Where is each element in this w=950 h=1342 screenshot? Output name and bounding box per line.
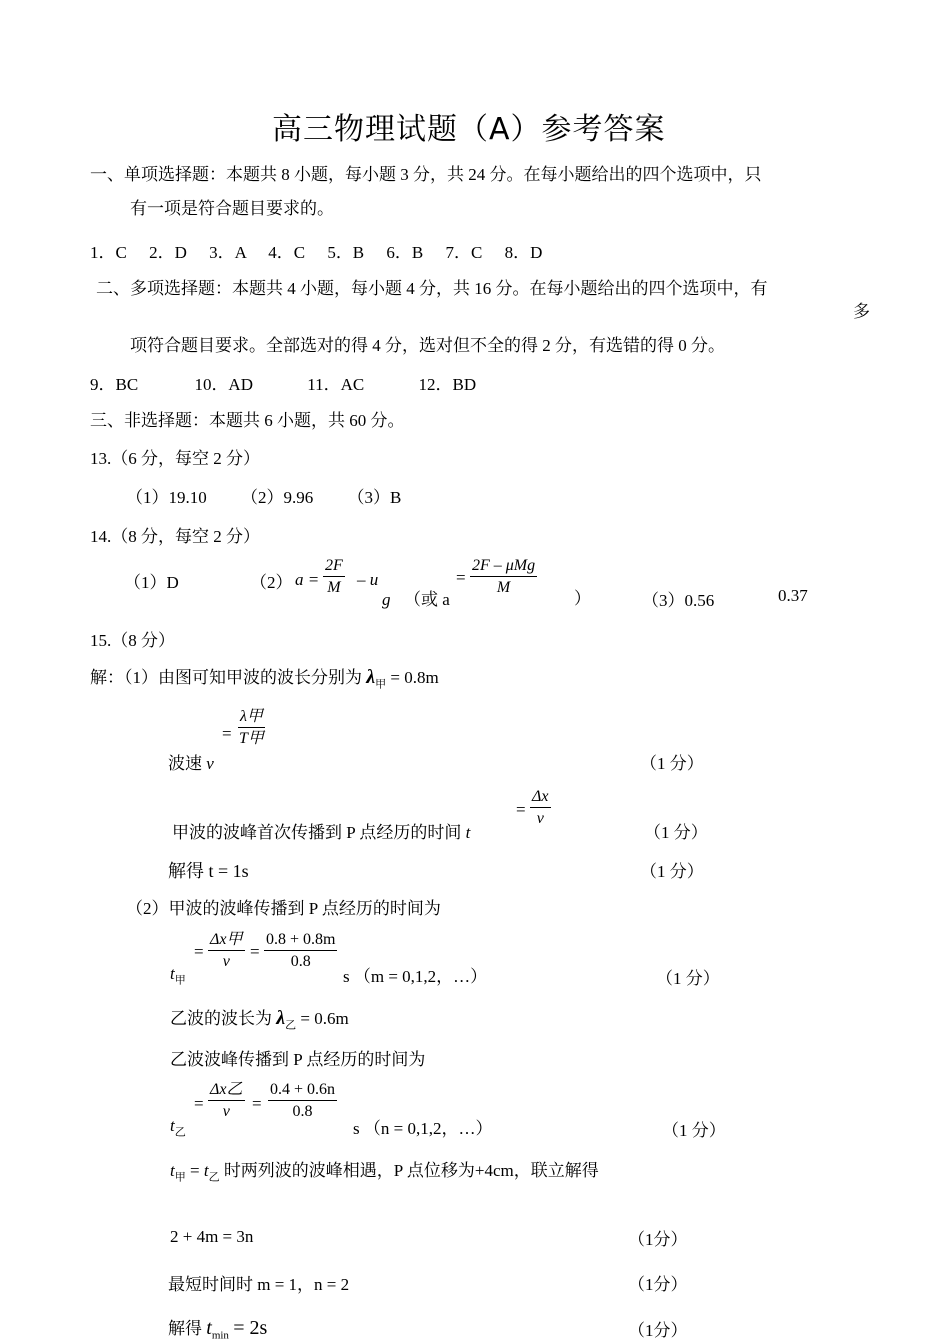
- tyi-sub: 乙: [174, 1126, 186, 1139]
- q14-heading: 14.（8 分，每空 2 分）: [90, 527, 260, 546]
- final-sub: min: [211, 1329, 229, 1342]
- q14-formula-alt-fraction: [470, 556, 537, 599]
- q14-frac-num: 2F: [323, 556, 345, 577]
- score-speed: （1 分）: [640, 754, 704, 773]
- meet-s1: 甲: [174, 1171, 186, 1184]
- tjia-fraction-1: [208, 930, 245, 973]
- answer-10: 10．AD: [194, 375, 253, 394]
- answer-4: 4．C: [268, 243, 306, 262]
- q14-answer-2-label: （2）: [250, 573, 293, 592]
- final-t: t: [206, 1317, 212, 1339]
- q14-answer-3b: 0.37: [778, 586, 808, 605]
- tjia-var: [170, 964, 186, 987]
- tjia-eq2: =: [250, 942, 260, 961]
- speed-label-text: 波速: [168, 754, 202, 773]
- page-title: 高三物理试题（A）参考答案: [272, 112, 666, 147]
- final-label: 解得: [168, 1319, 202, 1338]
- section2-heading-wrap: 多: [853, 302, 870, 321]
- final-result: [168, 1314, 267, 1341]
- q15-part2: （2）甲波的波峰传播到 P 点经历的时间为: [126, 899, 441, 918]
- final-value: = 2s: [233, 1317, 268, 1339]
- score-tjia: （1 分）: [656, 969, 720, 988]
- score-result: （1 分）: [640, 862, 704, 881]
- time-eq: =: [516, 800, 526, 819]
- q14-alt-num: 2F – μMg: [470, 556, 537, 577]
- score-final: （1分）: [628, 1321, 688, 1340]
- tjia-sub: 甲: [174, 974, 186, 987]
- time-jia-first: [172, 818, 470, 843]
- q14-formula-lhs: a =: [295, 570, 320, 589]
- answer-11: 11．AC: [307, 375, 365, 394]
- score-time: （1 分）: [644, 823, 708, 842]
- q14-formula-alt-eq: =: [456, 568, 466, 587]
- lambda-jia-sub: 甲: [375, 678, 387, 691]
- tjia-den1: v: [222, 953, 230, 970]
- answer-2: 2．D: [149, 243, 187, 262]
- section2-heading: 二、多项选择题：本题共 4 小题，每小题 4 分，共 16 分。在每小题给出的四个选项中，有: [96, 279, 768, 298]
- meet-text: 时两列波的波峰相遇，P 点位移为+4cm，联立解得: [223, 1161, 599, 1180]
- time-jia-first-text: 甲波的波峰首次传播到 P 点经历的时间: [172, 823, 462, 842]
- meet-line: [170, 1156, 599, 1184]
- q15-heading: 15.（8 分）: [90, 631, 175, 650]
- tjia-num2: 0.8 + 0.8m: [264, 930, 337, 951]
- q14-formula-fraction: [323, 556, 345, 599]
- time-num: Δx: [530, 787, 551, 808]
- score-tyi: （1 分）: [662, 1121, 726, 1140]
- q13-answer-3: （3）B: [347, 488, 402, 507]
- time-var: t: [465, 823, 471, 842]
- tjia-t: t: [170, 964, 175, 983]
- tyi-num2: 0.4 + 0.6n: [268, 1080, 337, 1101]
- equation-m-n: 2 + 4m = 3n: [170, 1227, 254, 1246]
- meet-t1: t: [170, 1161, 175, 1180]
- q14-answer-1: （1）D: [124, 573, 179, 592]
- speed-den: T甲: [239, 730, 264, 747]
- answer-6: 6．B: [386, 243, 424, 262]
- q15-line1-text: 解：（1）由图可知甲波的波长分别为: [90, 668, 362, 687]
- speed-fraction: [238, 707, 265, 750]
- lambda-jia-symbol: λ: [366, 666, 376, 688]
- lambda-yi-sub: 乙: [285, 1019, 297, 1032]
- section1-answers: [90, 238, 542, 263]
- min-condition: 最短时间时 m = 1，n = 2: [168, 1275, 350, 1294]
- answer-12: 12．BD: [418, 375, 477, 394]
- lambda-yi-line: [170, 1004, 349, 1032]
- speed-eq: =: [222, 724, 232, 743]
- score-eq: （1分）: [628, 1230, 688, 1249]
- q13-answer-2: （2）9.96: [241, 488, 314, 507]
- time-result: 解得 t = 1s: [168, 861, 249, 881]
- q13-answers: [126, 483, 401, 508]
- meet-eq: =: [189, 1161, 200, 1180]
- q14-frac-den: M: [327, 579, 341, 596]
- lambda-yi-value: = 0.6m: [300, 1009, 349, 1028]
- answer-5: 5．B: [327, 243, 365, 262]
- tjia-eq1: =: [194, 942, 204, 961]
- time-fraction: [530, 787, 551, 830]
- q14-formula-g: g: [382, 590, 391, 609]
- tjia-fraction-2: [264, 930, 337, 973]
- lambda-yi-symbol: λ: [276, 1007, 286, 1029]
- q14-answer-3: （3）0.56: [642, 591, 715, 610]
- time-den: v: [536, 810, 544, 827]
- section3-heading: 三、非选择题：本题共 6 小题，共 60 分。: [90, 411, 405, 430]
- section2-answers: [90, 370, 476, 395]
- lambda-yi-text: 乙波的波长为: [170, 1009, 272, 1028]
- tyi-text: 乙波波峰传播到 P 点经历的时间为: [170, 1050, 426, 1069]
- lambda-jia-value: = 0.8m: [390, 668, 439, 687]
- section1-heading-cont: 有一项是符合题目要求的。: [130, 199, 334, 218]
- q14-formula-minus: – u: [357, 570, 379, 589]
- tyi-fraction-1: [208, 1080, 245, 1123]
- tyi-den2: 0.8: [292, 1103, 313, 1120]
- answer-7: 7．C: [445, 243, 483, 262]
- meet-t2: t: [203, 1161, 209, 1180]
- q13-answer-1: （1）19.10: [126, 488, 207, 507]
- tyi-unit: s （n = 0,1,2，…）: [353, 1119, 493, 1138]
- q13-heading: 13.（6 分，每空 2 分）: [90, 449, 260, 468]
- q14-alt-den: M: [496, 579, 511, 596]
- tyi-den1: v: [222, 1103, 230, 1120]
- answer-3: 3．A: [209, 243, 246, 262]
- q15-line1: [90, 663, 439, 691]
- speed-label: [168, 749, 214, 774]
- tjia-num1: Δx甲: [208, 930, 245, 951]
- tyi-num1: Δx乙: [208, 1080, 245, 1101]
- meet-s2: 乙: [208, 1171, 220, 1184]
- tyi-eq2: =: [252, 1094, 262, 1113]
- tyi-eq1: =: [194, 1094, 204, 1113]
- tjia-den2: 0.8: [290, 953, 311, 970]
- q14-formula-alt: （或 a: [404, 590, 450, 609]
- answer-8: 8．D: [504, 243, 543, 262]
- answer-1: 1．C: [90, 243, 127, 262]
- speed-var: v: [206, 754, 214, 773]
- q14-formula-close: ）: [574, 589, 591, 608]
- tyi-t: t: [170, 1116, 175, 1135]
- tyi-fraction-2: [268, 1080, 337, 1123]
- tjia-unit: s （m = 0,1,2，…）: [343, 967, 488, 986]
- score-min: （1分）: [628, 1275, 688, 1294]
- tyi-var: [170, 1116, 186, 1139]
- section1-heading: 一、单项选择题：本题共 8 小题，每小题 3 分，共 24 分。在每小题给出的四个选项中，只: [90, 165, 762, 184]
- speed-num: λ甲: [238, 707, 265, 728]
- answer-9: 9．BC: [90, 375, 139, 394]
- section2-heading-cont: 项符合题目要求。全部选对的得 4 分，选对但不全的得 2 分，有选错的得 0 分。: [130, 336, 725, 355]
